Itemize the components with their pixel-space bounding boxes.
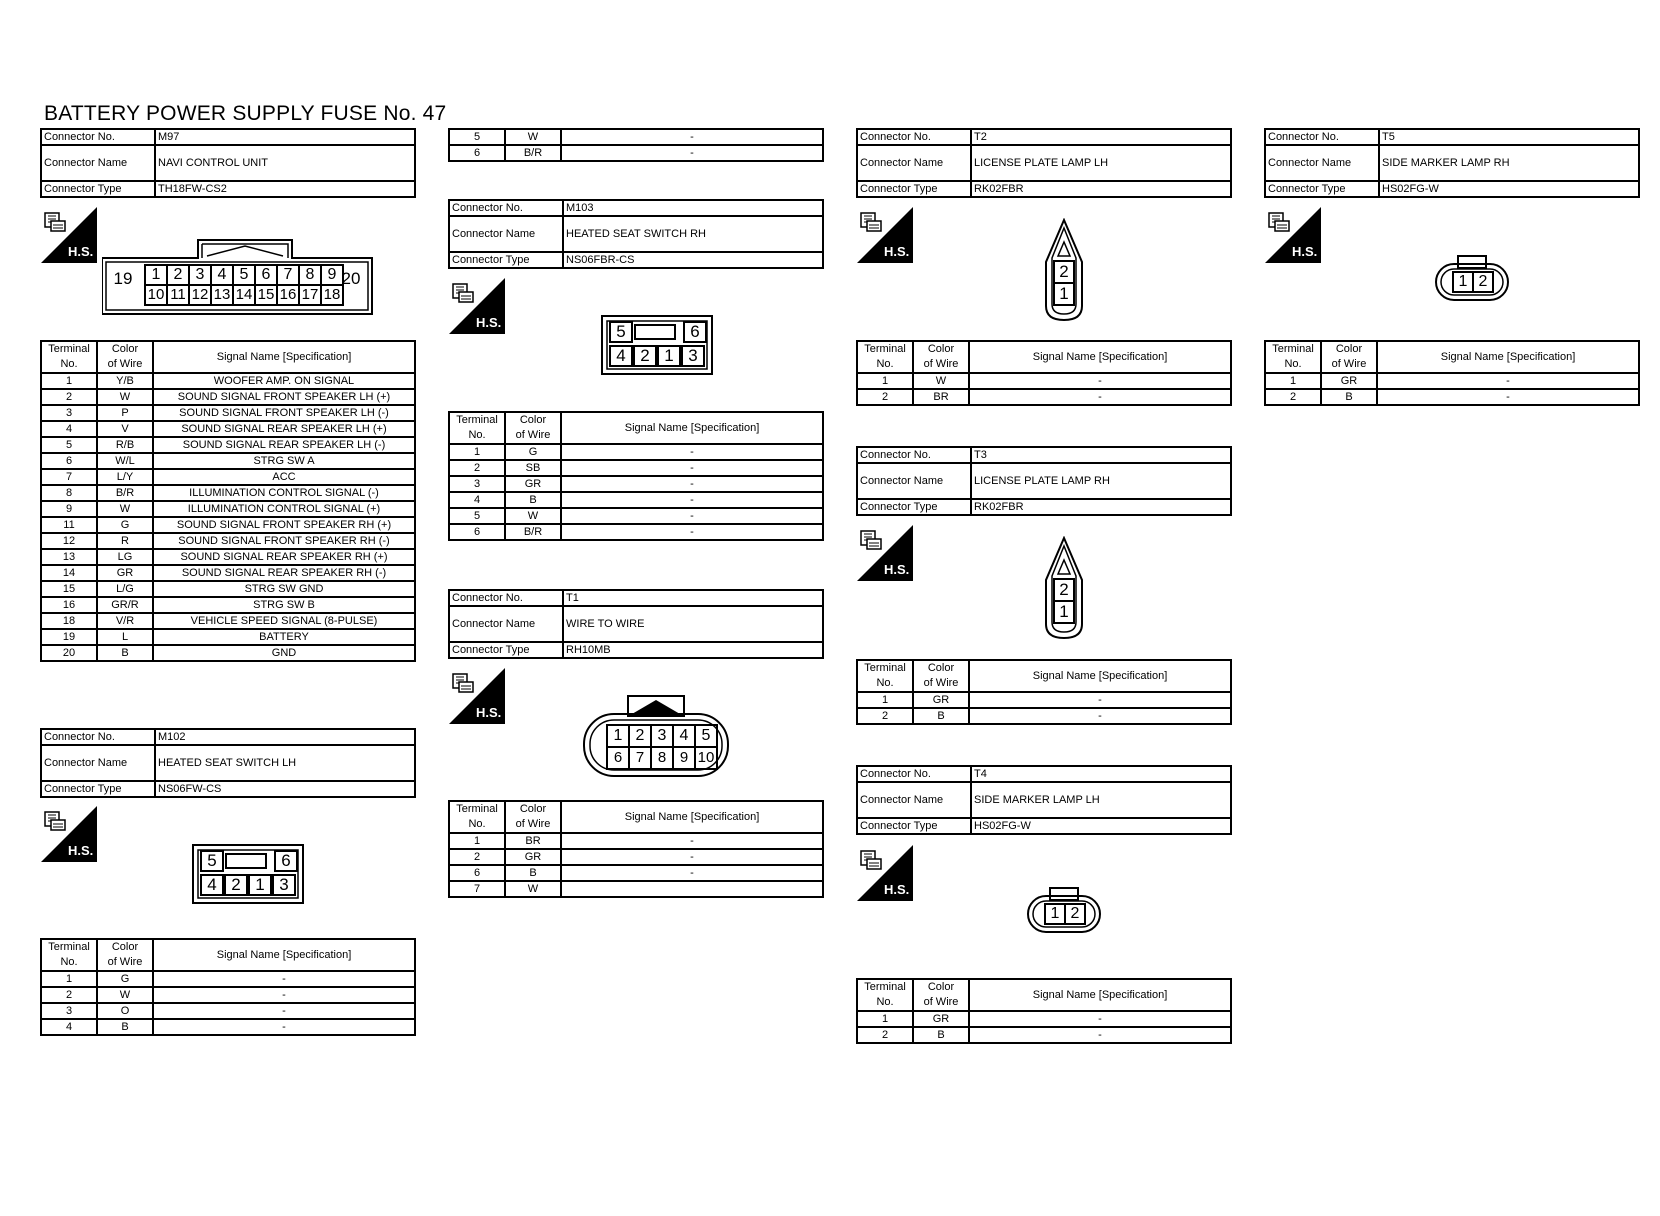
pin-cell: 1 xyxy=(657,345,681,367)
terminal-cell: 18 xyxy=(41,613,97,629)
pin-cell: 5 xyxy=(200,850,224,872)
table-row xyxy=(449,865,823,881)
pin-table-t1: Terminal No. Color of Wire Signal Name [Specification] 1 BR - 2 GR - 6 B - 7 W xyxy=(448,800,824,898)
pin-cell: 1 xyxy=(606,724,630,748)
table-row xyxy=(857,389,1231,405)
terminal-cell: 1 xyxy=(41,373,97,389)
color-cell: L/Y xyxy=(97,469,153,485)
pin-left: 19 xyxy=(113,269,133,288)
pin-cell: 2 xyxy=(633,345,657,367)
pin-table-t3: Terminal No. Color of Wire Signal Name [Specification] 1 GR - 2 B - xyxy=(856,659,1232,725)
table-row xyxy=(41,437,415,453)
connector-no: M97 xyxy=(155,129,415,145)
connector-face-m102 xyxy=(192,844,304,904)
table-row xyxy=(1265,389,1639,405)
signal-cell: STRG SW A xyxy=(153,453,415,469)
color-cell: B xyxy=(913,1027,969,1043)
table-row xyxy=(857,1027,1231,1043)
table-row xyxy=(41,421,415,437)
connector-t2: Connector No. T2 Connector Name LICENSE PLATE LAMP LH Connector Type RK02FBR xyxy=(856,128,1232,198)
signal-cell: - xyxy=(969,389,1231,405)
terminal-cell: 1 xyxy=(449,444,505,460)
connector-type: TH18FW-CS2 xyxy=(155,181,415,197)
signal-cell: - xyxy=(561,508,823,524)
color-cell: GR xyxy=(1321,373,1377,389)
terminal-cell: 3 xyxy=(41,1003,97,1019)
table-row xyxy=(41,1003,415,1019)
pin-cell: 5 xyxy=(232,264,256,286)
connector-face-t4 xyxy=(1026,886,1102,934)
harness-side-icon: H.S. xyxy=(449,278,505,334)
label: Connector Name xyxy=(41,745,155,781)
pin-cell: 3 xyxy=(681,345,705,367)
signal-cell: - xyxy=(561,145,823,161)
table-row xyxy=(449,129,823,145)
pin-cell: 9 xyxy=(320,264,344,286)
connector-info-m97 xyxy=(40,128,416,198)
connector-type: NS06FBR-CS xyxy=(563,252,823,268)
harness-side-icon xyxy=(41,207,97,263)
terminal-cell: 2 xyxy=(41,987,97,1003)
connector-name: SIDE MARKER LAMP RH xyxy=(1379,145,1639,181)
signal-cell: - xyxy=(561,849,823,865)
terminal-cell: 8 xyxy=(41,485,97,501)
connector-type: NS06FW-CS xyxy=(155,781,415,797)
color-cell: B xyxy=(505,492,561,508)
color-cell: W xyxy=(97,987,153,1003)
pin-cell: 10 xyxy=(694,746,718,770)
pin-cell: 2 xyxy=(1064,903,1086,925)
terminal-cell: 3 xyxy=(41,405,97,421)
terminal-cell: 1 xyxy=(1265,373,1321,389)
table-row xyxy=(41,629,415,645)
table-row xyxy=(857,708,1231,724)
harness-side-icon: H.S. xyxy=(857,525,913,581)
signal-cell: SOUND SIGNAL REAR SPEAKER RH (-) xyxy=(153,565,415,581)
signal-cell: SOUND SIGNAL FRONT SPEAKER RH (+) xyxy=(153,517,415,533)
signal-cell: - xyxy=(561,129,823,145)
color-cell: BR xyxy=(913,389,969,405)
pin-cell: 1 xyxy=(1044,903,1066,925)
pin-cell: 4 xyxy=(200,874,224,896)
pin-cell: 14 xyxy=(232,284,256,306)
pin-right: 20 xyxy=(341,269,361,288)
signal-cell: - xyxy=(561,524,823,540)
connector-name: WIRE TO WIRE xyxy=(563,606,823,642)
terminal-cell: 2 xyxy=(41,389,97,405)
signal-cell: SOUND SIGNAL FRONT SPEAKER LH (+) xyxy=(153,389,415,405)
signal-cell: WOOFER AMP. ON SIGNAL xyxy=(153,373,415,389)
pin-cell: 1 xyxy=(1452,271,1474,293)
terminal-cell: 6 xyxy=(41,453,97,469)
pin-cell: 2 xyxy=(224,874,248,896)
connector-t4: Connector No. T4 Connector Name SIDE MARKER LAMP LH Connector Type HS02FG-W xyxy=(856,765,1232,835)
connector-no: M103 xyxy=(563,200,823,216)
table-row xyxy=(41,485,415,501)
terminal-cell: 13 xyxy=(41,549,97,565)
color-cell: R/B xyxy=(97,437,153,453)
color-cell: P xyxy=(97,405,153,421)
color-cell: G xyxy=(505,444,561,460)
pin-table-t2: Terminal No. Color of Wire Signal Name [Specification] 1 W - 2 BR - xyxy=(856,340,1232,406)
pin-cell: 4 xyxy=(210,264,234,286)
connector-m103: Connector No. M103 Connector Name HEATED SEAT SWITCH RH Connector Type NS06FBR-CS xyxy=(448,199,824,269)
terminal-cell: 6 xyxy=(449,524,505,540)
signal-cell: - xyxy=(969,1011,1231,1027)
color-cell: GR xyxy=(505,849,561,865)
signal-cell xyxy=(561,881,823,897)
table-row xyxy=(1265,373,1639,389)
color-cell: R xyxy=(97,533,153,549)
connector-type: RK02FBR xyxy=(971,499,1231,515)
signal-cell: VEHICLE SPEED SIGNAL (8-PULSE) xyxy=(153,613,415,629)
terminal-cell: 7 xyxy=(41,469,97,485)
hs-label: H.S. xyxy=(68,244,94,259)
table-row xyxy=(857,1011,1231,1027)
terminal-cell: 2 xyxy=(857,389,913,405)
signal-cell: - xyxy=(153,1019,415,1035)
pin-cell: 2 xyxy=(1472,271,1494,293)
signal-cell: - xyxy=(561,492,823,508)
pin-cell: 7 xyxy=(628,746,652,770)
terminal-cell: 4 xyxy=(449,492,505,508)
terminal-cell: 2 xyxy=(449,460,505,476)
table-row xyxy=(41,549,415,565)
color-cell: BR xyxy=(505,833,561,849)
table-row xyxy=(41,469,415,485)
signal-cell: - xyxy=(969,1027,1231,1043)
pin-cell: 2 xyxy=(1053,578,1075,602)
connector-no: T1 xyxy=(563,590,823,606)
color-cell: GR xyxy=(97,565,153,581)
pin-cell: 17 xyxy=(298,284,322,306)
pin-cell: 2 xyxy=(628,724,652,748)
terminal-cell: 2 xyxy=(857,708,913,724)
pin-cell: 3 xyxy=(272,874,296,896)
terminal-cell: 19 xyxy=(41,629,97,645)
terminal-cell: 1 xyxy=(449,833,505,849)
harness-side-icon: H.S. xyxy=(857,207,913,263)
table-row xyxy=(41,405,415,421)
pin-cell: 8 xyxy=(650,746,674,770)
color-cell: Y/B xyxy=(97,373,153,389)
table-row xyxy=(41,565,415,581)
signal-cell: STRG SW B xyxy=(153,597,415,613)
table-row xyxy=(41,517,415,533)
color-cell: W xyxy=(97,389,153,405)
signal-cell: - xyxy=(1377,389,1639,405)
table-row xyxy=(449,849,823,865)
pin-cell: 5 xyxy=(694,724,718,748)
signal-cell: ACC xyxy=(153,469,415,485)
color-cell: W xyxy=(505,881,561,897)
terminal-cell: 7 xyxy=(449,881,505,897)
signal-cell: - xyxy=(561,444,823,460)
connector-no: T5 xyxy=(1379,129,1639,145)
connector-name: LICENSE PLATE LAMP LH xyxy=(971,145,1231,181)
signal-cell: - xyxy=(561,476,823,492)
terminal-cell: 2 xyxy=(1265,389,1321,405)
connector-m97 xyxy=(40,128,416,198)
terminal-cell: 2 xyxy=(449,849,505,865)
connector-name: LICENSE PLATE LAMP RH xyxy=(971,463,1231,499)
terminal-cell: 5 xyxy=(449,129,505,145)
connector-face-m103 xyxy=(601,315,713,375)
harness-side-icon: H.S. xyxy=(1265,207,1321,263)
color-cell: B/R xyxy=(505,145,561,161)
pin-cell: 16 xyxy=(276,284,300,306)
pin-table-t5: Terminal No. Color of Wire Signal Name [Specification] 1 GR - 2 B - xyxy=(1264,340,1640,406)
pin-cell: 7 xyxy=(276,264,300,286)
terminal-cell: 11 xyxy=(41,517,97,533)
table-row xyxy=(449,145,823,161)
pin-cell: 2 xyxy=(166,264,190,286)
signal-cell: STRG SW GND xyxy=(153,581,415,597)
color-cell: GR xyxy=(505,476,561,492)
connector-face-t2 xyxy=(1044,218,1084,322)
signal-cell: ILLUMINATION CONTROL SIGNAL (-) xyxy=(153,485,415,501)
signal-cell: SOUND SIGNAL REAR SPEAKER LH (+) xyxy=(153,421,415,437)
table-row xyxy=(857,692,1231,708)
terminal-cell: 14 xyxy=(41,565,97,581)
pin-cell: 10 xyxy=(144,284,168,306)
color-cell: B xyxy=(505,865,561,881)
harness-side-icon: H.S. xyxy=(41,806,97,862)
table-row xyxy=(41,613,415,629)
signal-cell: - xyxy=(153,987,415,1003)
terminal-cell: 16 xyxy=(41,597,97,613)
color-cell: W/L xyxy=(97,453,153,469)
connector-t5: Connector No. T5 Connector Name SIDE MARKER LAMP RH Connector Type HS02FG-W xyxy=(1264,128,1640,198)
connector-no: T2 xyxy=(971,129,1231,145)
pin-cell: 18 xyxy=(320,284,344,306)
signal-cell: - xyxy=(153,1003,415,1019)
color-cell: GR xyxy=(913,692,969,708)
color-cell: L xyxy=(97,629,153,645)
color-cell: B xyxy=(1321,389,1377,405)
pin-cell: 6 xyxy=(254,264,278,286)
connector-m102 xyxy=(40,728,416,798)
connector-name: SIDE MARKER LAMP LH xyxy=(971,782,1231,818)
table-row xyxy=(449,460,823,476)
table-row xyxy=(41,987,415,1003)
signal-cell: - xyxy=(153,971,415,987)
pin-cell: 8 xyxy=(298,264,322,286)
color-cell: W xyxy=(97,501,153,517)
color-cell: B/R xyxy=(505,524,561,540)
terminal-cell: 3 xyxy=(449,476,505,492)
table-row xyxy=(41,373,415,389)
pin-table-continued xyxy=(448,128,824,162)
pin-cell: 6 xyxy=(683,321,707,343)
pin-cell: 1 xyxy=(1053,600,1075,624)
pin-cell: 6 xyxy=(274,850,298,872)
connector-name: HEATED SEAT SWITCH LH xyxy=(155,745,415,781)
table-row xyxy=(449,492,823,508)
color-cell: GR/R xyxy=(97,597,153,613)
signal-cell: - xyxy=(561,833,823,849)
signal-cell: SOUND SIGNAL REAR SPEAKER LH (-) xyxy=(153,437,415,453)
connector-t1: Connector No. T1 Connector Name WIRE TO WIRE Connector Type RH10MB xyxy=(448,589,824,659)
connector-type: RH10MB xyxy=(563,642,823,658)
signal-cell: - xyxy=(969,708,1231,724)
connector-type: HS02FG-W xyxy=(1379,181,1639,197)
connector-face-m97 xyxy=(102,236,394,316)
terminal-cell: 9 xyxy=(41,501,97,517)
color-cell: SB xyxy=(505,460,561,476)
terminal-cell: 6 xyxy=(449,865,505,881)
connector-name: HEATED SEAT SWITCH RH xyxy=(563,216,823,252)
header-color: Color of Wire xyxy=(97,341,153,373)
connector-name: NAVI CONTROL UNIT xyxy=(155,145,415,181)
terminal-cell: 2 xyxy=(857,1027,913,1043)
table-row xyxy=(449,881,823,897)
label: Connector No. xyxy=(41,729,155,745)
signal-cell: - xyxy=(561,865,823,881)
signal-cell: GND xyxy=(153,645,415,661)
signal-cell: SOUND SIGNAL REAR SPEAKER RH (+) xyxy=(153,549,415,565)
color-cell: G xyxy=(97,971,153,987)
terminal-cell: 15 xyxy=(41,581,97,597)
label: Connector Type xyxy=(41,781,155,797)
label: Connector Name xyxy=(41,145,155,181)
page-title: BATTERY POWER SUPPLY FUSE No. 47 xyxy=(44,102,447,125)
pin-cell: 5 xyxy=(609,321,633,343)
pin-table-m103: Terminal No. Color of Wire Signal Name [Specification] 1 G - 2 SB - 3 GR - 4 B - 5 W - 6 B/R - xyxy=(448,411,824,541)
color-cell: O xyxy=(97,1003,153,1019)
color-cell: LG xyxy=(97,549,153,565)
pin-cell: 15 xyxy=(254,284,278,306)
signal-cell: ILLUMINATION CONTROL SIGNAL (+) xyxy=(153,501,415,517)
table-row xyxy=(449,476,823,492)
pin-table-m102: Terminal No. Color of Wire Signal Name [Specification] 1 G - 2 W - 3 O - 4 B - xyxy=(40,938,416,1036)
color-cell: B xyxy=(97,1019,153,1035)
pin-table-m97 xyxy=(40,340,416,662)
table-row xyxy=(41,453,415,469)
table-row xyxy=(41,389,415,405)
table-row xyxy=(449,833,823,849)
terminal-cell: 4 xyxy=(41,1019,97,1035)
table-row xyxy=(41,597,415,613)
color-cell: B xyxy=(913,708,969,724)
color-cell: B xyxy=(97,645,153,661)
color-cell: L/G xyxy=(97,581,153,597)
table-row xyxy=(41,645,415,661)
pin-cell: 2 xyxy=(1053,260,1075,284)
terminal-cell: 6 xyxy=(449,145,505,161)
pin-cell: 4 xyxy=(609,345,633,367)
table-row xyxy=(41,581,415,597)
header-terminal: Terminal No. xyxy=(41,341,97,373)
connector-no: M102 xyxy=(155,729,415,745)
table-row xyxy=(449,508,823,524)
signal-cell: - xyxy=(1377,373,1639,389)
color-cell: V xyxy=(97,421,153,437)
color-cell: G xyxy=(97,517,153,533)
connector-type: HS02FG-W xyxy=(971,818,1231,834)
table-row xyxy=(41,971,415,987)
table-row xyxy=(449,524,823,540)
signal-cell: BATTERY xyxy=(153,629,415,645)
harness-side-icon: H.S. xyxy=(449,668,505,724)
table-row xyxy=(41,533,415,549)
signal-cell: - xyxy=(561,460,823,476)
label: Connector Type xyxy=(41,181,155,197)
pin-cell: 1 xyxy=(144,264,168,286)
terminal-cell: 1 xyxy=(857,373,913,389)
color-cell: W xyxy=(913,373,969,389)
signal-cell: - xyxy=(969,692,1231,708)
pin-cell: 11 xyxy=(166,284,190,306)
pin-cell: 1 xyxy=(248,874,272,896)
pin-cell: 3 xyxy=(188,264,212,286)
pin-cell: 1 xyxy=(1053,282,1075,306)
signal-cell: SOUND SIGNAL FRONT SPEAKER LH (-) xyxy=(153,405,415,421)
terminal-cell: 1 xyxy=(857,692,913,708)
pin-cell: 13 xyxy=(210,284,234,306)
color-cell: B/R xyxy=(97,485,153,501)
connector-t3: Connector No. T3 Connector Name LICENSE PLATE LAMP RH Connector Type RK02FBR xyxy=(856,446,1232,516)
terminal-cell: 5 xyxy=(449,508,505,524)
pin-cell: 3 xyxy=(650,724,674,748)
color-cell: W xyxy=(505,508,561,524)
table-row xyxy=(449,444,823,460)
color-cell: W xyxy=(505,129,561,145)
terminal-cell: 5 xyxy=(41,437,97,453)
pin-cell: 6 xyxy=(606,746,630,770)
connector-face-t1 xyxy=(582,694,730,780)
connector-no: T3 xyxy=(971,447,1231,463)
pin-cell: 4 xyxy=(672,724,696,748)
signal-cell: SOUND SIGNAL FRONT SPEAKER RH (-) xyxy=(153,533,415,549)
color-cell: V/R xyxy=(97,613,153,629)
table-row xyxy=(857,373,1231,389)
pin-table-t4: Terminal No. Color of Wire Signal Name [Specification] 1 GR - 2 B - xyxy=(856,978,1232,1044)
pin-cell: 9 xyxy=(672,746,696,770)
terminal-cell: 4 xyxy=(41,421,97,437)
label: Connector No. xyxy=(41,129,155,145)
connector-no: T4 xyxy=(971,766,1231,782)
terminal-cell: 1 xyxy=(857,1011,913,1027)
connector-type: RK02FBR xyxy=(971,181,1231,197)
connector-face-t3 xyxy=(1044,536,1084,640)
pin-cell: 12 xyxy=(188,284,212,306)
header-signal: Signal Name [Specification] xyxy=(153,341,415,373)
table-row xyxy=(41,1019,415,1035)
table-row xyxy=(41,501,415,517)
color-cell: GR xyxy=(913,1011,969,1027)
signal-cell: - xyxy=(969,373,1231,389)
terminal-cell: 20 xyxy=(41,645,97,661)
terminal-cell: 12 xyxy=(41,533,97,549)
connector-face-t5 xyxy=(1434,254,1510,302)
harness-side-icon: H.S. xyxy=(857,845,913,901)
terminal-cell: 1 xyxy=(41,971,97,987)
